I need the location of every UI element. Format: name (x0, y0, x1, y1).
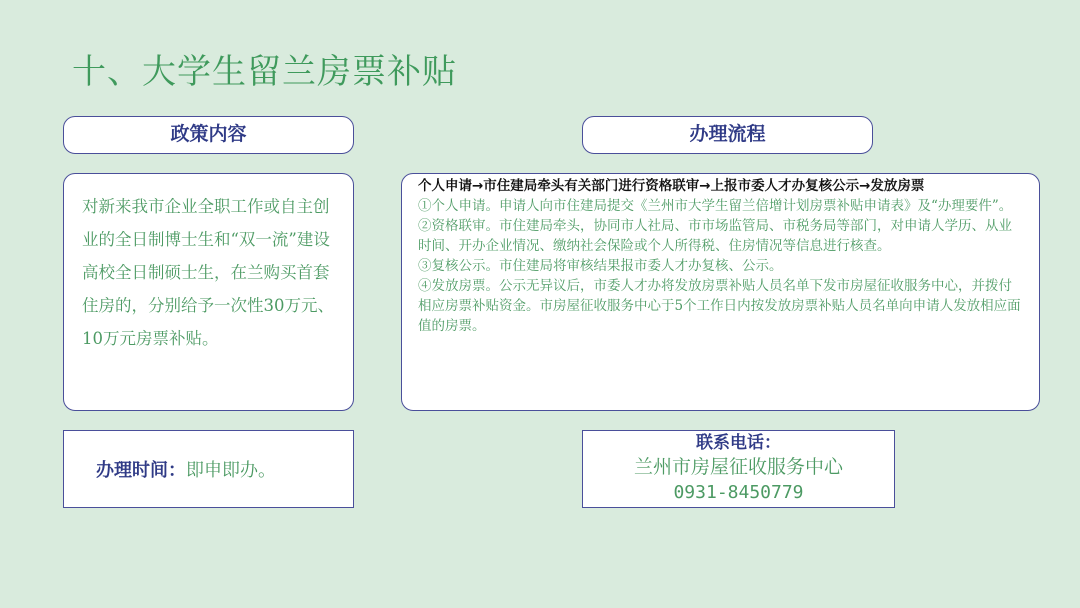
policy-content: 对新来我市企业全职工作或自主创业的全日制博士生和“双一流”建设高校全日制硕士生，在兰购买首套住房的，分别给予一次性30万元、10万元房票补贴。 (63, 173, 354, 411)
process-step-4: ④发放房票。公示无异议后，市委人才办将发放房票补贴人员名单下发市房屋征收服务中心，并拨付相应房票补贴资金。市房屋征收服务中心于5个工作日内按发放房票补贴人员名单向申请人发放相应面值的房票。 (418, 278, 1021, 334)
process-content (401, 173, 1040, 411)
process-header: 办理流程 (582, 116, 873, 154)
process-step-1: ①个人申请。申请人向市住建局提交《兰州市大学生留兰倍增计划房票补贴申请表》及“办理要件”。 (418, 198, 1013, 214)
process-flow: 个人申请→市住建局牵头有关部门进行资格联审→上报市委人才办复核公示→发放房票 (418, 178, 925, 194)
process-step-2: ②资格联审。市住建局牵头，协同市人社局、市市场监管局、市税务局等部门，对申请人学历、从业时间、开办企业情况、缴纳社会保险或个人所得税、住房情况等信息进行核查。 (418, 218, 1012, 254)
contact-organization: 兰州市房屋征收服务中心 (633, 456, 843, 478)
contact-phone: 0931-8450779 (673, 482, 804, 503)
page-title: 十、大学生留兰房票补贴 (72, 52, 457, 92)
contact-box (582, 430, 895, 508)
processing-time-box (63, 430, 354, 508)
process-step-3: ③复核公示。市住建局将审核结果报市委人才办复核、公示。 (418, 258, 783, 274)
processing-time-value: 即申即办。 (186, 460, 276, 481)
processing-time-label: 办理时间： (96, 460, 186, 481)
policy-header: 政策内容 (63, 116, 354, 154)
contact-label: 联系电话： (696, 433, 781, 453)
